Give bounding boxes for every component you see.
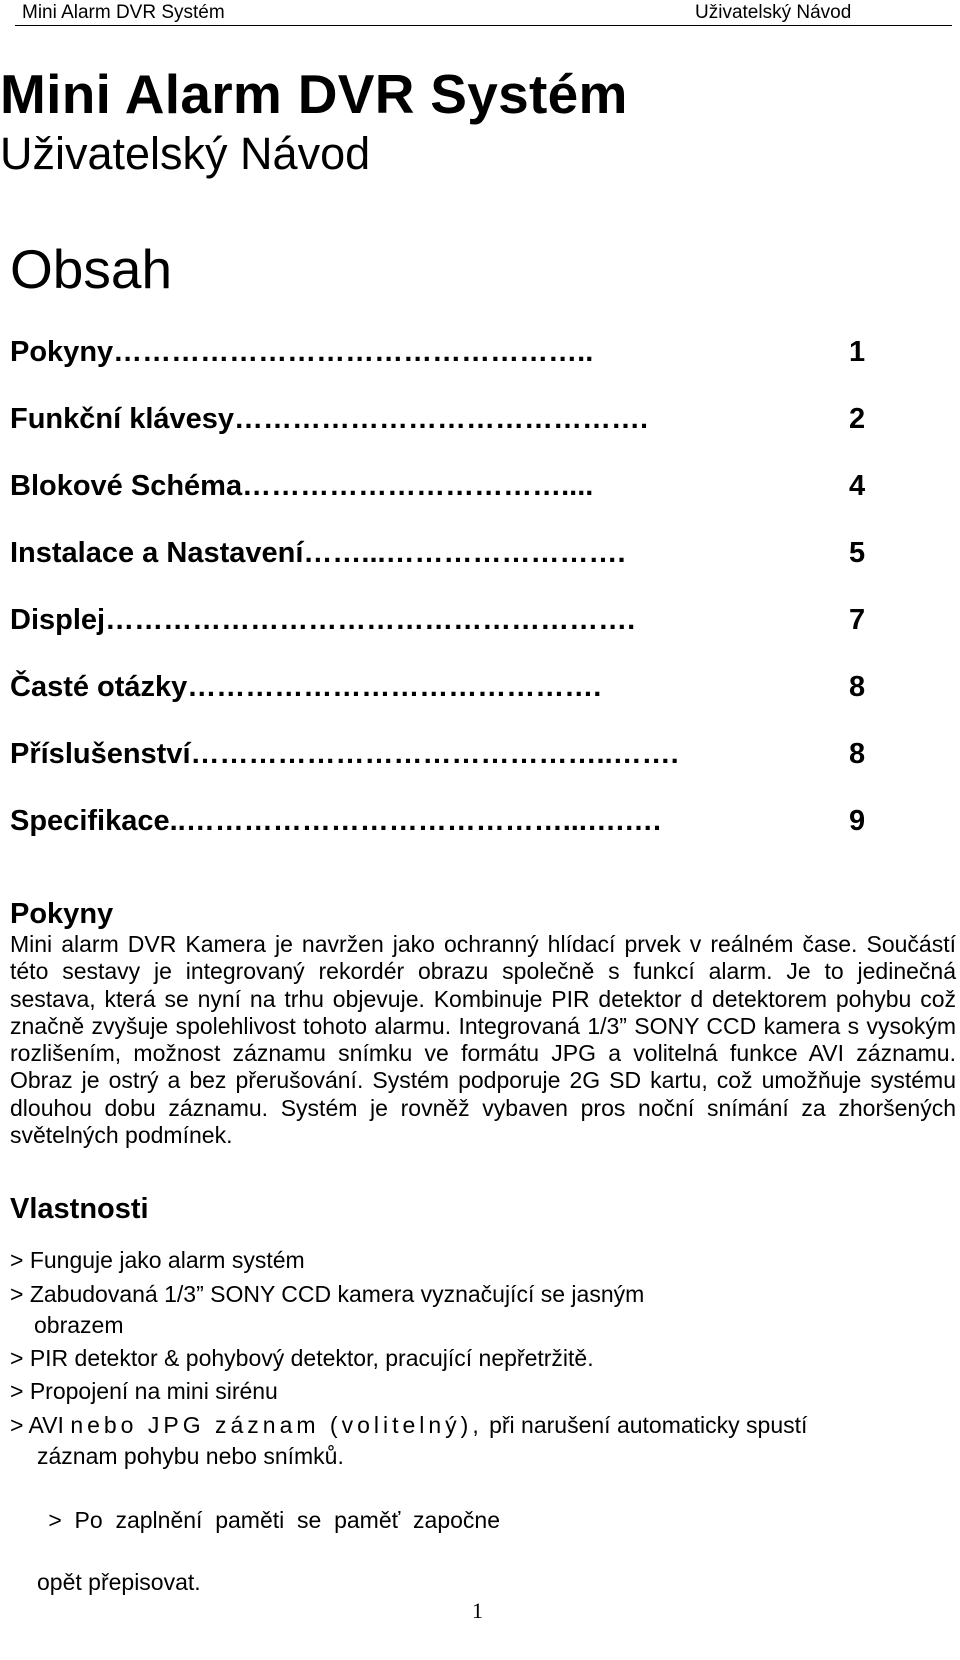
- header-left-text: Mini Alarm DVR Systém: [22, 2, 225, 23]
- list-item: [10, 1376, 956, 1407]
- section-heading: Vlastnosti: [10, 1193, 149, 1225]
- list-item-spaced-text: nebo JPG záznam (volitelný),: [70, 1412, 483, 1438]
- document-subtitle: Uživatelský Návod: [0, 128, 371, 179]
- list-item-text: > Zabudovaná 1/3” SONY CCD kamera vyznačující se jasným: [10, 1281, 645, 1307]
- header-right-text: Uživatelský Návod: [695, 2, 852, 23]
- document-title: Mini Alarm DVR Systém: [0, 63, 628, 125]
- toc-entry-page: 7: [849, 604, 866, 636]
- toc-entry-page: 2: [849, 403, 866, 435]
- body-paragraph: Mini alarm DVR Kamera je navržen jako ochranný hlídací prvek v reálném čase. Součástí této sestavy je integrovaný rekordér obrazu společně s funkcí alarm. Je to jedinečná sestava, která se nyní na trhu objevuje. Kombinuje PIR detektor d detektorem pohybu což značně zvyšuje spolehlivost tohoto alarmu. Integrovaná 1/3” SONY CCD kamera s vysokým rozlišením, možnost záznamu snímku ve formátu JPG a volitelná funkce AVI záznamu. Obraz je ostrý a bez přerušování. Systém podporuje 2G SD kartu, což umožňuje systému dlouhou dobu záznamu. Systém je rovněž vybaven pros noční snímání za zhoršených světelných podmínek.: [10, 931, 956, 1149]
- toc-entry-page: 8: [849, 671, 866, 703]
- list-item-text: > PIR detektor & pohybový detektor, pracující nepřetržitě.: [10, 1345, 594, 1371]
- toc-entry-label: Blokové Schéma……………………………....: [10, 470, 594, 502]
- toc-entry-label: Pokyny…………………………………………..: [10, 336, 594, 368]
- list-item: [10, 1410, 956, 1472]
- toc-entry-label: Instalace a Nastavení……...…………………….: [10, 537, 626, 569]
- list-item: [10, 1343, 956, 1374]
- toc-entry-page: 8: [849, 738, 866, 770]
- list-item-continuation: obrazem: [34, 1312, 124, 1338]
- toc-entry-label: Příslušenství……………………………………..…….: [10, 738, 679, 770]
- toc-entry-page: 4: [849, 470, 866, 502]
- toc-entry-label: Časté otázky…………………………………….: [10, 671, 602, 703]
- list-item-text: při narušení automaticky spustí: [482, 1412, 808, 1438]
- toc-entry-label: Funkční klávesy…………………………………….: [10, 403, 649, 435]
- toc-entry-page: 5: [849, 537, 866, 569]
- section-heading: Pokyny: [10, 898, 114, 930]
- toc-entry-label: Specifikace..…………………………………...….….: [10, 805, 661, 837]
- toc-entry-label: Displej……………………………………………….: [10, 604, 636, 636]
- feature-list: [10, 1245, 956, 1660]
- list-item-continuation: opět přepisovat.: [37, 1569, 201, 1595]
- list-item-text: > Propojení na mini sirénu: [10, 1378, 278, 1404]
- list-item-text: > Funguje jako alarm systém: [10, 1247, 305, 1273]
- list-item-continuation: záznam pohybu nebo snímků.: [37, 1443, 344, 1469]
- toc-heading: Obsah: [10, 238, 173, 300]
- list-item: [10, 1245, 956, 1276]
- page-number: 1: [472, 1598, 483, 1623]
- list-item: [10, 1474, 956, 1660]
- list-item-text: > Po zaplnění paměti se paměť započne: [48, 1507, 500, 1533]
- list-item-prefix: > AVI: [10, 1412, 64, 1438]
- list-item: [10, 1279, 956, 1341]
- toc-entry-page: 9: [849, 805, 866, 837]
- header-rule: [15, 25, 952, 26]
- toc-entry-page: 1: [849, 336, 866, 368]
